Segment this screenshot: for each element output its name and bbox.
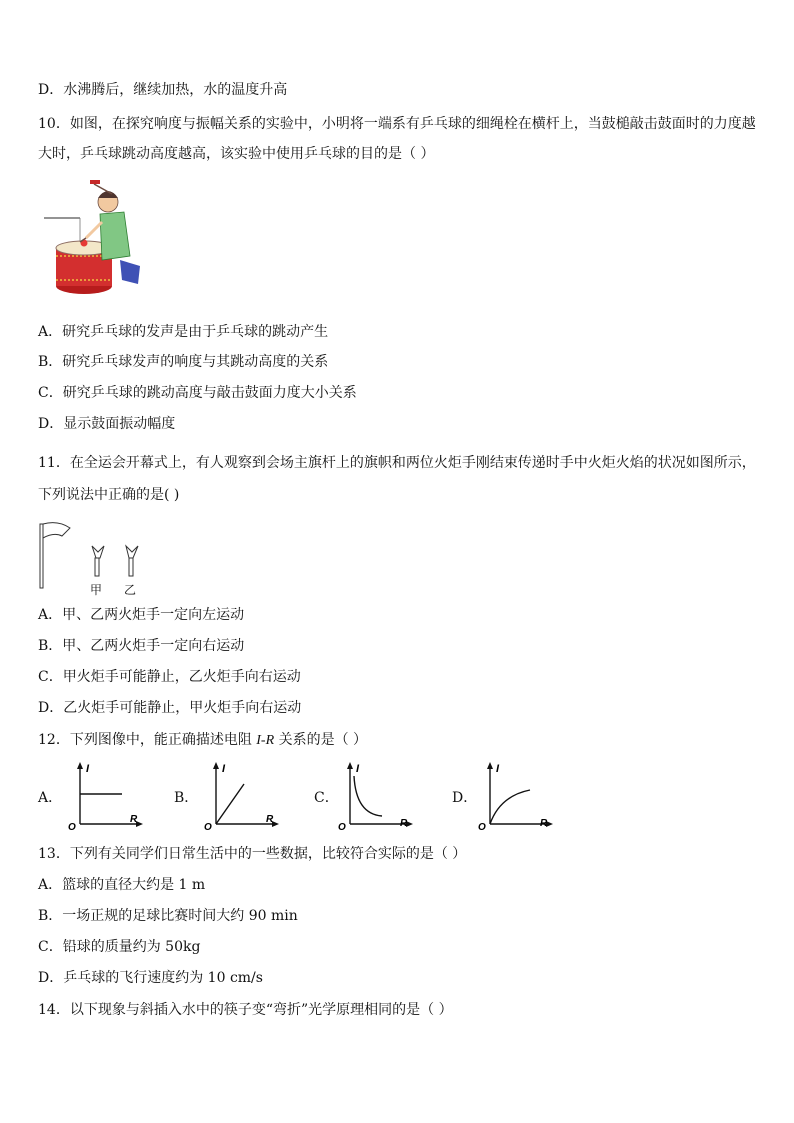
graph-d-origin: O (478, 822, 486, 832)
graph-b-axis-y: I (222, 763, 226, 775)
q11-stem-line2: 下列说法中正确的是( ) (38, 487, 180, 503)
label-yi: 乙 (124, 583, 137, 597)
graph-d-axis-y: I (496, 763, 500, 775)
q13-option-b: B．一场正规的足球比赛时间大约 90 min (38, 908, 298, 924)
drum-figure (42, 176, 142, 306)
graph-a-label: A． (38, 790, 63, 806)
q10-option-c: C．研究乒乓球的跳动高度与敲击鼓面力度大小关系 (38, 385, 357, 401)
q12-stem-prefix: 12．下列图像中，能正确描述电阻 (38, 732, 257, 748)
q11-option-d: D．乙火炬手可能静止，甲火炬手向右运动 (38, 700, 302, 716)
q11-option-c: C．甲火炬手可能静止，乙火炬手向右运动 (38, 669, 301, 685)
label-jia: 甲 (90, 583, 103, 597)
q11-option-b: B．甲、乙两火炬手一定向右运动 (38, 638, 245, 654)
graph-d (478, 760, 558, 832)
q13-option-c: C．铅球的质量约为 50kg (38, 939, 201, 955)
q12-stem-term: I-R (256, 733, 275, 748)
q10-stem-line2: 大时，乒乓球跳动高度越高，该实验中使用乒乓球的目的是（ ） (38, 146, 435, 162)
graph-c-label: C． (314, 790, 339, 806)
graph-b-origin: O (204, 822, 212, 832)
q13-option-d: D．乒乓球的飞行速度约为 10 cm/s (38, 970, 263, 986)
graph-b (204, 760, 284, 832)
graph-b-axis-x: R (266, 814, 274, 825)
graph-c (338, 760, 418, 832)
graph-a-axis-y: I (86, 763, 90, 775)
graph-d-label: D． (452, 790, 478, 806)
graph-c-axis-x: R (400, 818, 408, 829)
q12-stem-suffix: 关系的是（ ） (274, 732, 368, 748)
graph-d-axis-x: R (540, 818, 548, 829)
graph-c-origin: O (338, 822, 346, 832)
graph-a-axis-x: R (130, 814, 138, 825)
q12-stem (38, 730, 367, 751)
q9-option-d: D．水沸腾后，继续加热，水的温度升高 (38, 82, 288, 98)
q10-option-d: D．显示鼓面振动幅度 (38, 416, 176, 432)
q14-stem: 14．以下现象与斜插入水中的筷子变“弯折”光学原理相同的是（ ） (38, 1002, 453, 1018)
q10-option-a: A．研究乒乓球的发声是由于乒乓球的跳动产生 (38, 324, 329, 340)
q10-option-b: B．研究乒乓球发声的响度与其跳动高度的关系 (38, 354, 329, 370)
graph-b-label: B． (174, 790, 199, 806)
graph-c-axis-y: I (356, 763, 360, 775)
graph-a (68, 760, 148, 832)
q10-stem-line1: 10．如图，在探究响度与振幅关系的实验中，小明将一端系有乒乓球的细绳栓在横杆上，当鼓槌敲击鼓面时的力度越 (38, 116, 756, 132)
q13-option-a: A．篮球的直径大约是 1 m (38, 877, 206, 893)
graph-a-origin: O (68, 822, 76, 832)
q11-option-a: A．甲、乙两火炬手一定向左运动 (38, 607, 245, 623)
q11-stem-line1: 11．在全运会开幕式上，有人观察到会场主旗杆上的旗帜和两位火炬手刚结束传递时手中火炬火焰的状况如图所示， (38, 455, 756, 471)
q13-stem: 13．下列有关同学们日常生活中的一些数据，比较符合实际的是（ ） (38, 846, 467, 862)
